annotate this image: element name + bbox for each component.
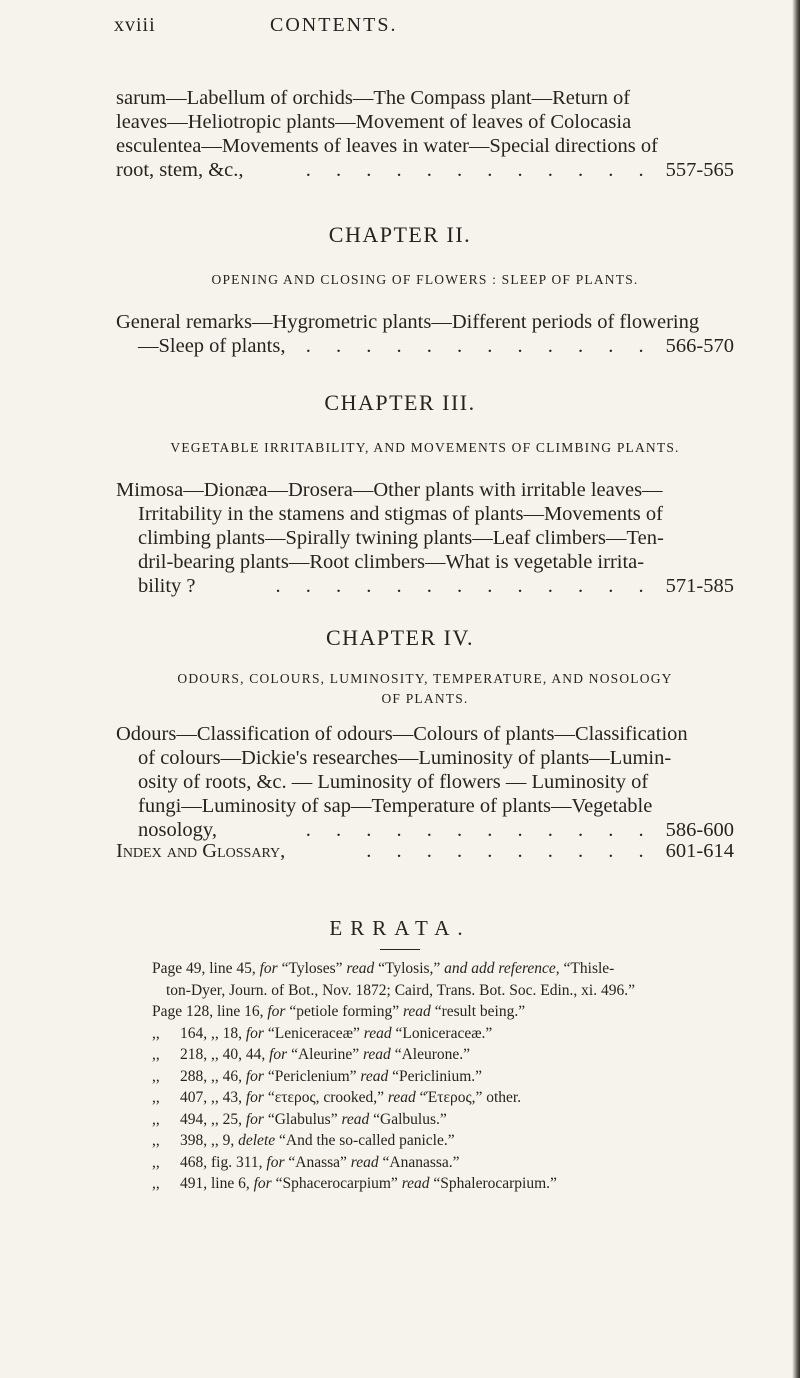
errata-row (152, 1130, 764, 1152)
errata-row (152, 958, 764, 980)
errata-for: for (269, 1046, 288, 1063)
chapter-subtitle: OPENING AND CLOSING OF FLOWERS : SLEEP OF PLANTS. (211, 272, 639, 287)
errata-right: “Tylosis,” (374, 960, 445, 977)
entry-pages: 586-600 (665, 819, 734, 841)
entry-pages: 571-585 (665, 575, 734, 597)
toc-entry-chapter-i-continued (116, 86, 734, 182)
errata-wrong: “Leniceraceæ” (263, 1024, 364, 1042)
entry-line: Odours—Classification of odours—Colours of plants—Classification (116, 723, 688, 745)
errata-ref: 218, ,, 40, 44, (180, 1046, 266, 1063)
dot-leader: . . . . . . . . . . . . (305, 335, 654, 357)
entry-line: leaves—Heliotropic plants—Movement of leaves of Colocasia (116, 111, 632, 133)
chapter-heading: CHAPTER IV. (325, 625, 475, 650)
errata-ref: Page 49, line 45, (152, 960, 256, 977)
entry-last-text: —Sleep of plants, (138, 335, 286, 357)
errata-row (152, 1066, 764, 1088)
entry-leader-line (116, 818, 734, 842)
errata-ditto: ,, (152, 1132, 160, 1149)
entry-line: fungi—Luminosity of sap—Temperature of plants—Vegetable (138, 795, 653, 817)
entry-leader-line (116, 158, 734, 182)
dot-leader: . . . . . . . . . . . . . (275, 575, 654, 597)
dot-leader: . . . . . . . . . . (366, 840, 654, 862)
entry-line: Mimosa—Dionæa—Drosera—Other plants with irritable leaves— (116, 479, 663, 501)
errata-for: for (245, 1110, 264, 1128)
running-head (0, 14, 800, 44)
errata-right: “Sphalerocarpium.” (429, 1175, 557, 1192)
errata-read: read (350, 1153, 379, 1171)
errata-read: read (401, 1175, 430, 1192)
errata-row (152, 1109, 764, 1131)
errata-ref: 407, ,, 43, (180, 1089, 242, 1106)
errata-read: read (402, 1003, 431, 1020)
entry-last-text: root, stem, &c., (116, 159, 244, 181)
errata-ref: 494, ,, 25, (180, 1110, 242, 1128)
errata-right: “Aleurone.” (390, 1046, 470, 1063)
errata-ref: 164, ,, 18, (180, 1024, 242, 1042)
index-label: Index and Glossary, (116, 840, 286, 862)
errata-read: read (387, 1089, 416, 1106)
toc-entry-index (116, 840, 734, 863)
chapter-subtitle (116, 669, 734, 709)
toc-entry-chapter-ii (116, 310, 734, 358)
errata-read: read (360, 1067, 389, 1085)
errata-note: and add reference, (444, 960, 560, 977)
errata-ditto: ,, (152, 1153, 160, 1171)
errata-for: for (253, 1175, 272, 1192)
entry-line: General remarks—Hygrometric plants—Different periods of flowering (116, 311, 700, 333)
errata-for: for (245, 1089, 264, 1106)
errata-read: read (363, 1024, 392, 1042)
toc-entry-chapter-iv (116, 722, 734, 842)
errata-row (152, 1023, 764, 1045)
chapter-heading: CHAPTER III. (324, 390, 476, 415)
errata-right: “result being.” (430, 1003, 526, 1020)
entry-last-text: nosology, (138, 819, 217, 841)
errata-right: “Ananassa.” (378, 1153, 460, 1171)
errata-read: read (362, 1046, 391, 1063)
errata-for: for (267, 1003, 286, 1020)
errata-wrong: “Tyloses” (277, 960, 347, 977)
errata-ref: Page 128, line 16, (152, 1003, 264, 1020)
entry-pages: 557-565 (665, 159, 734, 181)
errata-wrong: “Sphacerocarpium” (271, 1175, 402, 1192)
errata-row (152, 1173, 764, 1195)
entry-leader-line (116, 334, 734, 358)
errata-read: read (346, 960, 375, 977)
errata-for: for (245, 1067, 264, 1085)
errata-right: “Galbulus.” (369, 1110, 447, 1128)
errata-for: for (245, 1024, 264, 1042)
errata-wrong: “Anassa” (284, 1153, 351, 1171)
errata-wrong: “Periclenium” (263, 1067, 361, 1085)
errata-wrong: “ετερος, crooked,” (263, 1089, 388, 1106)
errata-rule (380, 949, 420, 950)
entry-line: Irritability in the stamens and stigmas of plants—Movements of (138, 503, 663, 525)
entry-line: climbing plants—Spirally twining plants—Leaf climbers—Ten- (138, 527, 664, 549)
errata-for: for (266, 1153, 285, 1171)
errata-ref: 288, ,, 46, (180, 1067, 242, 1085)
errata-ditto: ,, (152, 1024, 160, 1042)
errata-right: “Periclinium.” (388, 1067, 483, 1085)
errata-wrong: “And the so-called panicle.” (275, 1132, 455, 1149)
entry-line: sarum—Labellum of orchids—The Compass plant—Return of (116, 87, 631, 109)
entry-leader-line (116, 574, 734, 598)
errata-wrong: “petiole forming” (285, 1003, 403, 1020)
entry-last-text: bility ? (138, 575, 196, 597)
errata-ditto: ,, (152, 1175, 160, 1192)
index-pages: 601-614 (665, 840, 734, 862)
entry-line: dril-bearing plants—Root climbers—What is vegetable irrita- (138, 551, 645, 573)
entry-line: esculentea—Movements of leaves in water—Special directions of (116, 135, 658, 157)
errata-for: for (259, 960, 278, 977)
errata-ditto: ,, (152, 1067, 160, 1085)
errata-ref: 491, line 6, (180, 1175, 250, 1192)
errata-read: read (341, 1110, 370, 1128)
errata-row: ton-Dyer, Journ. of Bot., Nov. 1872; Caird, Trans. Bot. Soc. Edin., xi. 496.” (166, 981, 635, 999)
entry-line: osity of roots, &c. — Luminosity of flowers — Luminosity of (138, 771, 649, 793)
running-title: CONTENTS. (270, 14, 398, 36)
errata-row (152, 1087, 764, 1109)
errata-ref: 468, fig. 311, (180, 1153, 263, 1171)
errata-wrong: “Aleurine” (287, 1046, 363, 1063)
errata-right: “Loniceraceæ.” (391, 1024, 493, 1042)
errata-ditto: ,, (152, 1046, 160, 1063)
errata-delete: delete (238, 1132, 276, 1149)
dot-leader: . . . . . . . . . . . . (305, 159, 654, 181)
errata-right: “Έτερος,” other. (415, 1089, 522, 1106)
errata-ref: 398, ,, 9, (180, 1132, 235, 1149)
errata-row (152, 1044, 764, 1066)
chapter-subtitle: VEGETABLE IRRITABILITY, AND MOVEMENTS OF CLIMBING PLANTS. (170, 440, 680, 455)
page-edge-shadow (792, 0, 800, 1378)
page-number: xviii (114, 14, 156, 36)
errata-list (152, 958, 764, 1195)
dot-leader: . . . . . . . . . . . . (305, 819, 654, 841)
errata-row (152, 1152, 764, 1174)
chapter-subtitle-line: ODOURS, COLOURS, LUMINOSITY, TEMPERATURE, AND NOSOLOGY (177, 671, 673, 686)
chapter-heading: CHAPTER II. (328, 222, 472, 247)
errata-extra: “Thisle- (559, 960, 615, 977)
chapter-subtitle-line: OF PLANTS. (381, 691, 469, 706)
errata-wrong: “Glabulus” (263, 1110, 342, 1128)
errata-ditto: ,, (152, 1089, 160, 1106)
errata-row (152, 1001, 764, 1023)
errata-title: ERRATA. (329, 916, 471, 940)
entry-pages: 566-570 (665, 335, 734, 357)
toc-entry-chapter-iii (116, 478, 734, 598)
entry-line: of colours—Dickie's researches—Luminosity of plants—Lumin- (138, 747, 672, 769)
errata-ditto: ,, (152, 1110, 160, 1128)
